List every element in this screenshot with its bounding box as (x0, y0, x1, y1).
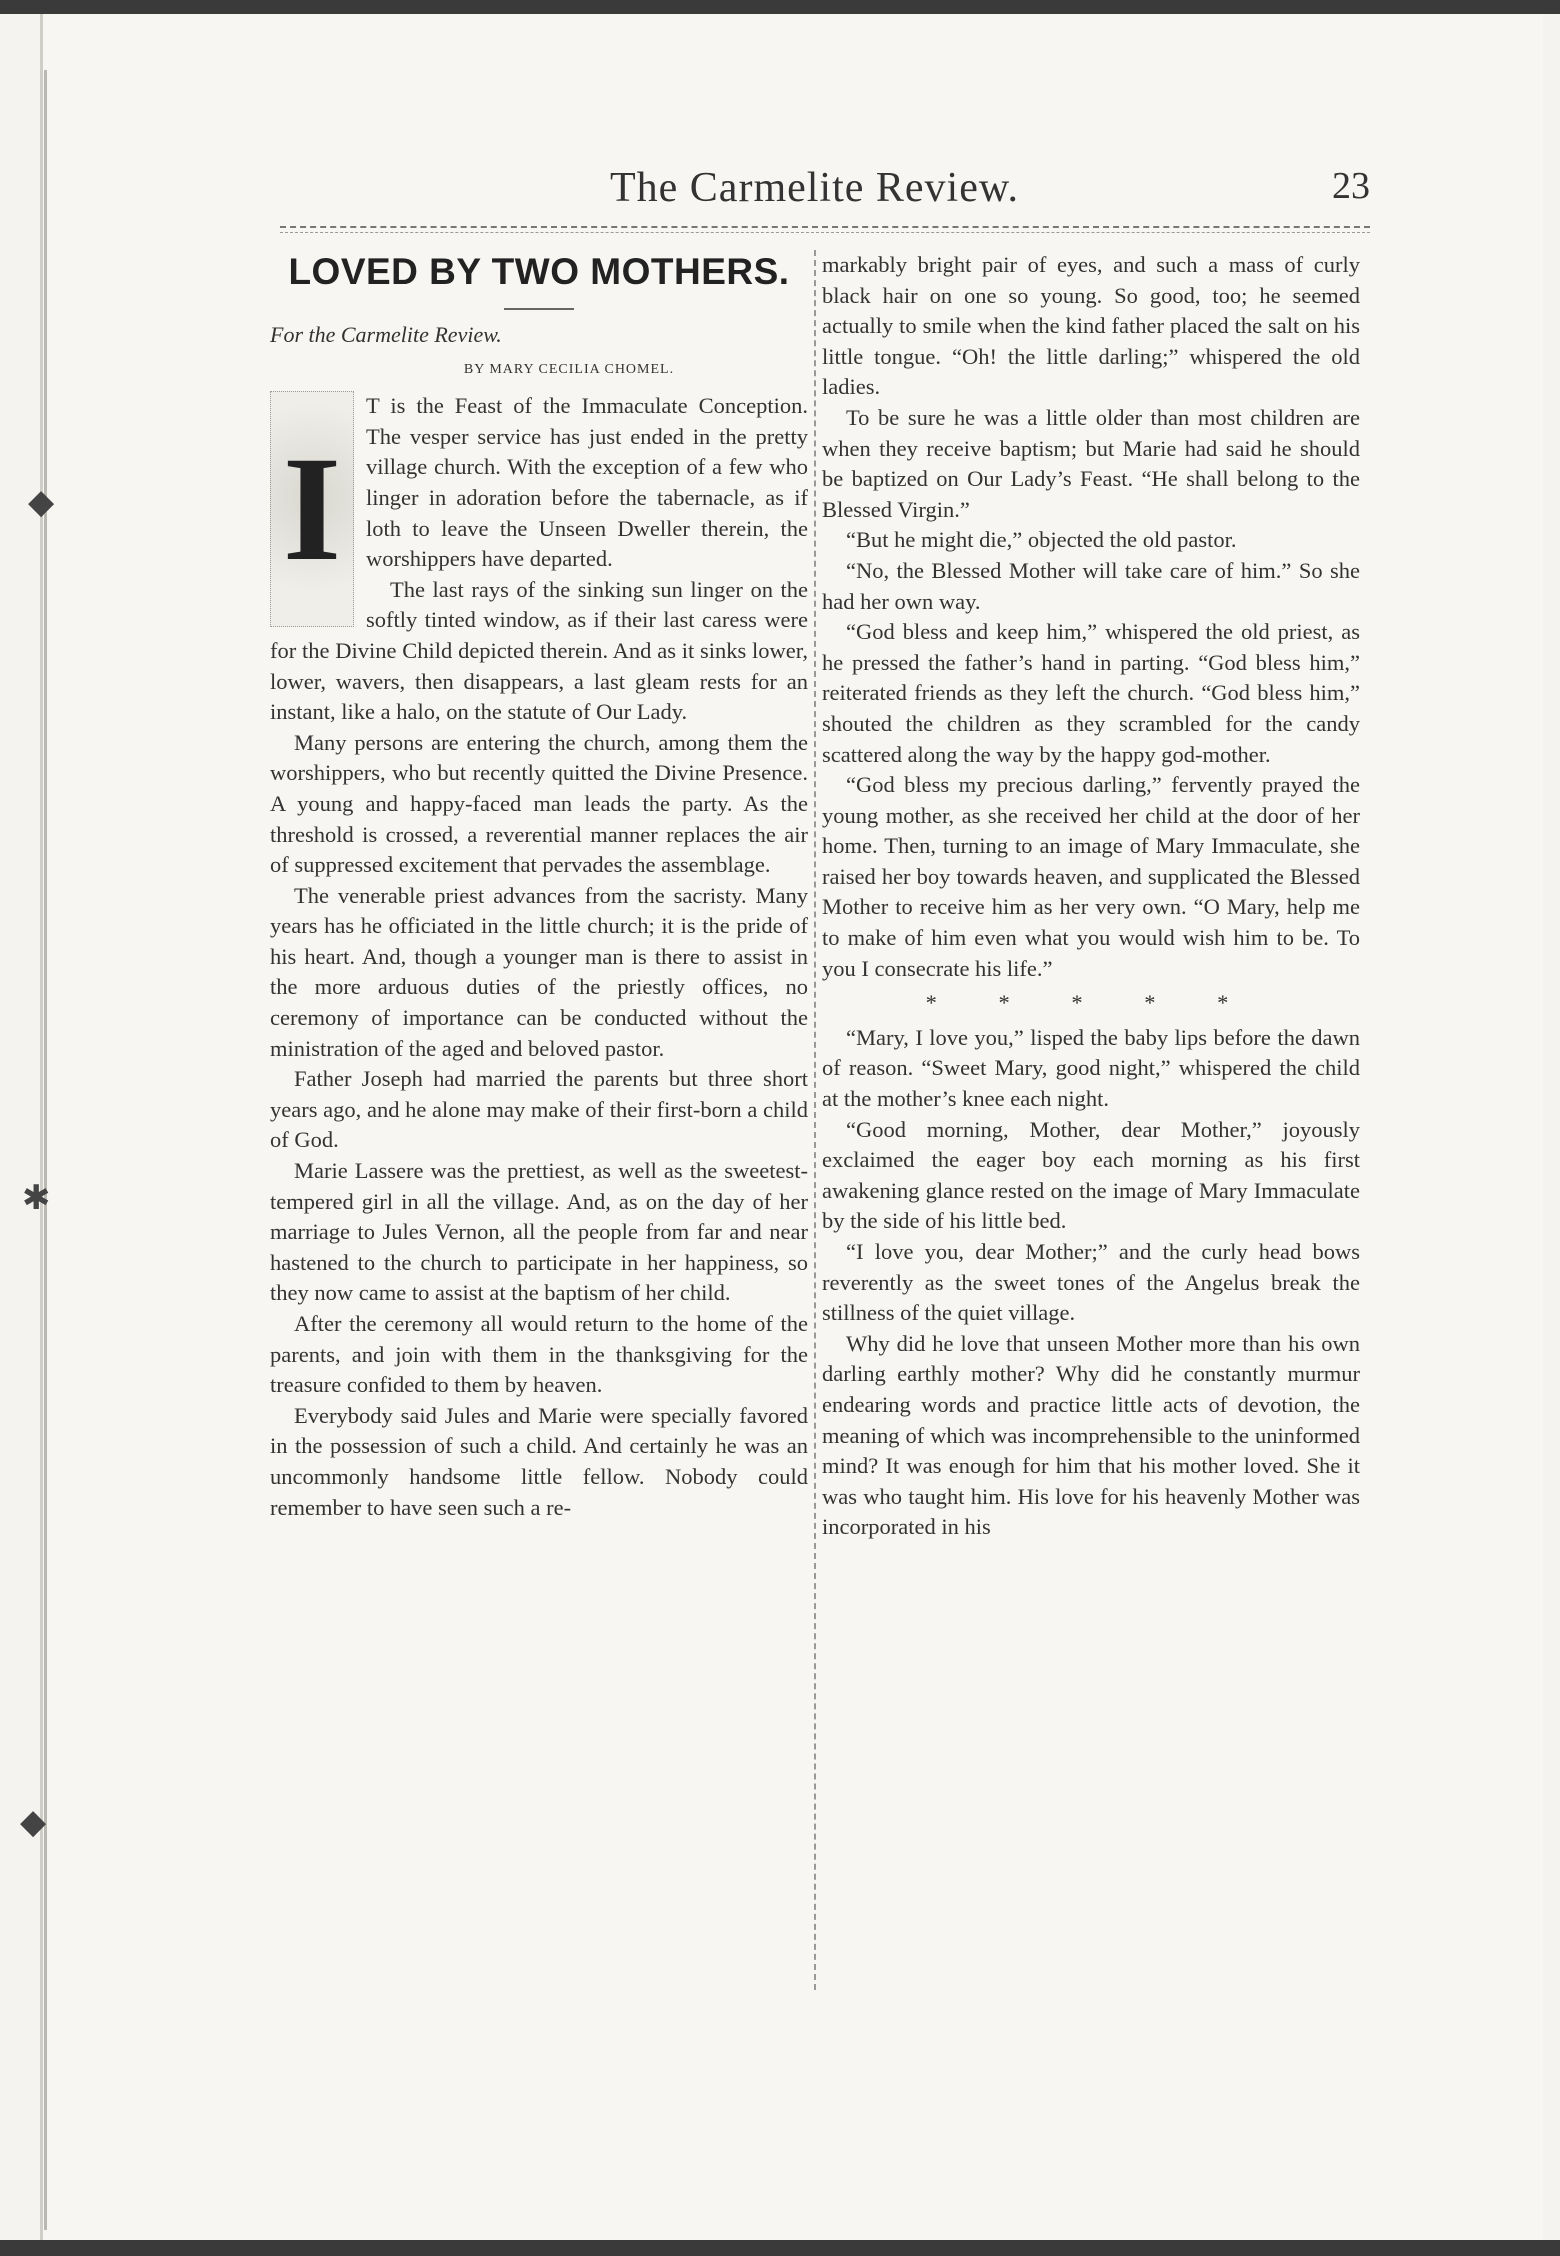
dedication: For the Carmelite Review. (270, 322, 502, 347)
paragraph: After the ceremony all would return to the home of the parents, and join with them in the thanksgiving for the treasure confided to them by heaven. (270, 1311, 808, 1398)
paragraph: Many persons are entering the church, among them the worshippers, who but recently quitted the Divine Presence. A young and happy-faced man leads the party. As the threshold is crossed, a reverential manner replaces the air of suppressed excitement that pervades the assemblage. (270, 729, 808, 878)
byline: BY MARY CECILIA CHOMEL. (463, 361, 675, 377)
ornamental-drop-cap (270, 391, 354, 627)
paragraph: “God bless my precious darling,” fervently prayed the young mother, as she received her child at the door of her home. Then, turning to an image of Mary Immaculate, she raised her boy towards heaven, and supplicated the Blessed Mother to receive him as her very own. “O Mary, help me to make of him even what you would wish him to be. To you I consecrate his life.” (822, 772, 1360, 981)
running-head (280, 164, 1370, 224)
binding-mark: ✱ (22, 1178, 51, 1218)
header-rule (280, 226, 1370, 228)
title-rule (504, 308, 574, 310)
paragraph: “Mary, I love you,” lisped the baby lips before the dawn of reason. “Sweet Mary, good night,” whispered the child at the mother’s knee each night. (822, 1024, 1360, 1112)
paragraph: “I love you, dear Mother;” and the curly head bows reverently as the sweet tones of the Angelus break the stillness of the quiet village. (822, 1239, 1360, 1326)
scan-border-bottom (0, 2240, 1560, 2256)
paragraph: Why did he love that unseen Mother more than his own darling earthly mother? Why did he constantly murmur endearing words and practice little acts of devotion, the meaning of which was incomprehensible to the uninformed mind? It was enough for him that his mother loved. She it was who taught him. His love for his heavenly Mother was incorporated in his (822, 1330, 1360, 1540)
scan-border-top (0, 0, 1560, 14)
paragraph: Marie Lassere was the prettiest, as well as the sweetest-tempered girl in all the village. And, as on the day of her marriage to Jules Vernon, all the people from far and near hastened to the church to participate in her happiness, so they now came to assist at the baptism of her child. (270, 1158, 808, 1306)
section-break-stars: * * * * * (925, 990, 1257, 1016)
paragraph: Everybody said Jules and Marie were specially favored in the possession of such a child. And certainly he was an uncommonly handsome little fellow. Nobody could remember to have seen such a re- (270, 1402, 808, 1520)
paragraph: “God bless and keep him,” whispered the old priest, as he pressed the father’s hand in parting. “God bless him,” reiterated friends as they left the church. “God bless him,” shouted the children as they scrambled for the candy scattered along the way by the happy god-mother. (822, 619, 1360, 767)
binding-mark: ◆ (20, 1802, 47, 1842)
paragraph: The venerable priest advances from the sacristy. Many years has he officiated in the little church; it is the pride of his heart. And, though a younger man is there to assist in the more arduous duties of the priestly offices, no ceremony of importance can be conducted without the ministration of the aged and beloved pastor. (270, 882, 808, 1061)
drop-cap-letter: I (282, 426, 342, 593)
paragraph: markably bright pair of eyes, and such a mass of curly black hair on one so young. So good, too; he seemed actually to smile when the kind father placed the salt on his little tongue. “Oh! the little darling;” whispered the old ladies. (822, 252, 1360, 400)
paragraph: The last rays of the sinking sun linger on the softly tinted window, as if their last caress were for the Divine Child depicted therein. And as it sinks lower, lower, wavers, then disappears, a last gleam rests for an instant, like a halo, on the statute of Our Lady. (270, 576, 808, 725)
paragraph: “But he might die,” objected the old pastor. (846, 527, 1237, 553)
page-number: 23 (1332, 165, 1370, 207)
paragraph: “No, the Blessed Mother will take care of him.” So she had her own way. (822, 557, 1360, 614)
left-column (270, 250, 808, 2000)
journal-title: The Carmelite Review. (610, 165, 1019, 211)
paragraph: T is the Feast of the Immaculate Conception. The vesper service has just ended in the pretty village church. With the exception of a few who linger in adoration before the tabernacle, as if loth to leave the Unseen Dweller therein, the worshippers have departed. (366, 393, 808, 572)
paragraph: To be sure he was a little older than most children are when they receive baptism; but Marie had said he should be baptized on Our Lady’s Feast. “He shall belong to the Blessed Virgin.” (822, 404, 1360, 522)
right-column (822, 250, 1360, 2000)
binding-mark: ◆ (28, 482, 55, 522)
header-rule (280, 232, 1370, 233)
article-title: LOVED BY TWO MOTHERS. (288, 251, 790, 292)
column-divider (814, 250, 816, 1990)
paragraph: Father Joseph had married the parents but three short years ago, and he alone may make of their first-born a child of God. (270, 1066, 808, 1153)
binding-edge (44, 70, 47, 2230)
paragraph: “Good morning, Mother, dear Mother,” joyously exclaimed the eager boy each morning as his first awakening glance rested on the image of Mary Immaculate by the side of his little bed. (822, 1116, 1360, 1234)
